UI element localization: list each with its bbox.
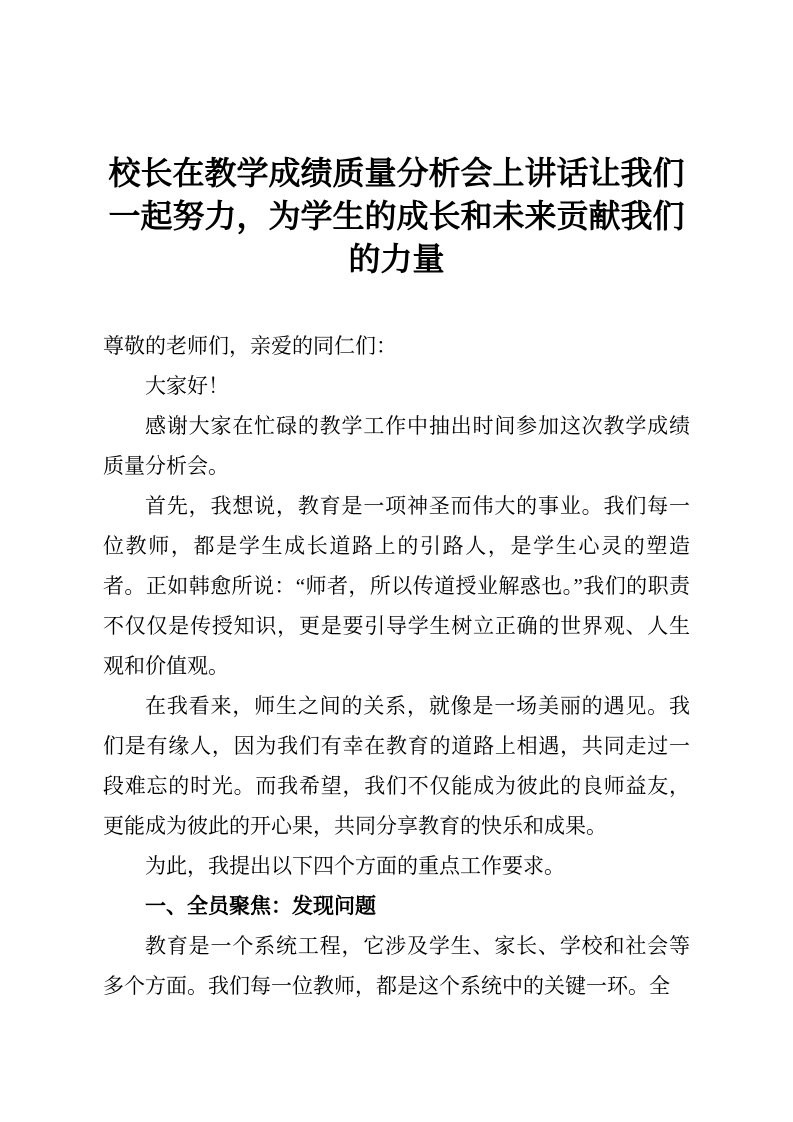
paragraph: 在我看来，师生之间的关系，就像是一场美丽的遇见。我们是有缘人，因为我们有幸在教育的道路上相遇，共同走过一段难忘的时光。而我希望，我们不仅能成为彼此的良师益友，更能成为彼此的开心果，共同分享教育的快乐和成果。 bbox=[103, 694, 690, 838]
paragraph: 感谢大家在忙碌的教学工作中抽出时间参加这次教学成绩质量分析会。 bbox=[103, 414, 690, 478]
paragraph: 为此，我提出以下四个方面的重点工作要求。 bbox=[145, 854, 565, 878]
paragraph: 首先，我想说，教育是一项神圣而伟大的事业。我们每一位教师，都是学生成长道路上的引路人，是学生心灵的塑造者。正如韩愈所说：“师者，所以传道授业解惑也。”我们的职责不仅仅是传授知识，更是要引导学生树立正确的世界观、人生观和价值观。 bbox=[103, 494, 690, 678]
paragraph: 教育是一个系统工程，它涉及学生、家长、学校和社会等多个方面。我们每一位教师，都是这个系统中的关键一环。全 bbox=[103, 934, 690, 998]
document-title: 校长在教学成绩质量分析会上讲话让我们一起努力，为学生的成长和未来贡献我们的力量 bbox=[108, 155, 685, 277]
paragraph: 大家好！ bbox=[145, 374, 229, 398]
document-body bbox=[103, 326, 690, 1006]
paragraph: 尊敬的老师们，亲爱的同仁们： bbox=[103, 334, 397, 358]
section-heading: 一、全员聚焦：发现问题 bbox=[145, 894, 376, 918]
